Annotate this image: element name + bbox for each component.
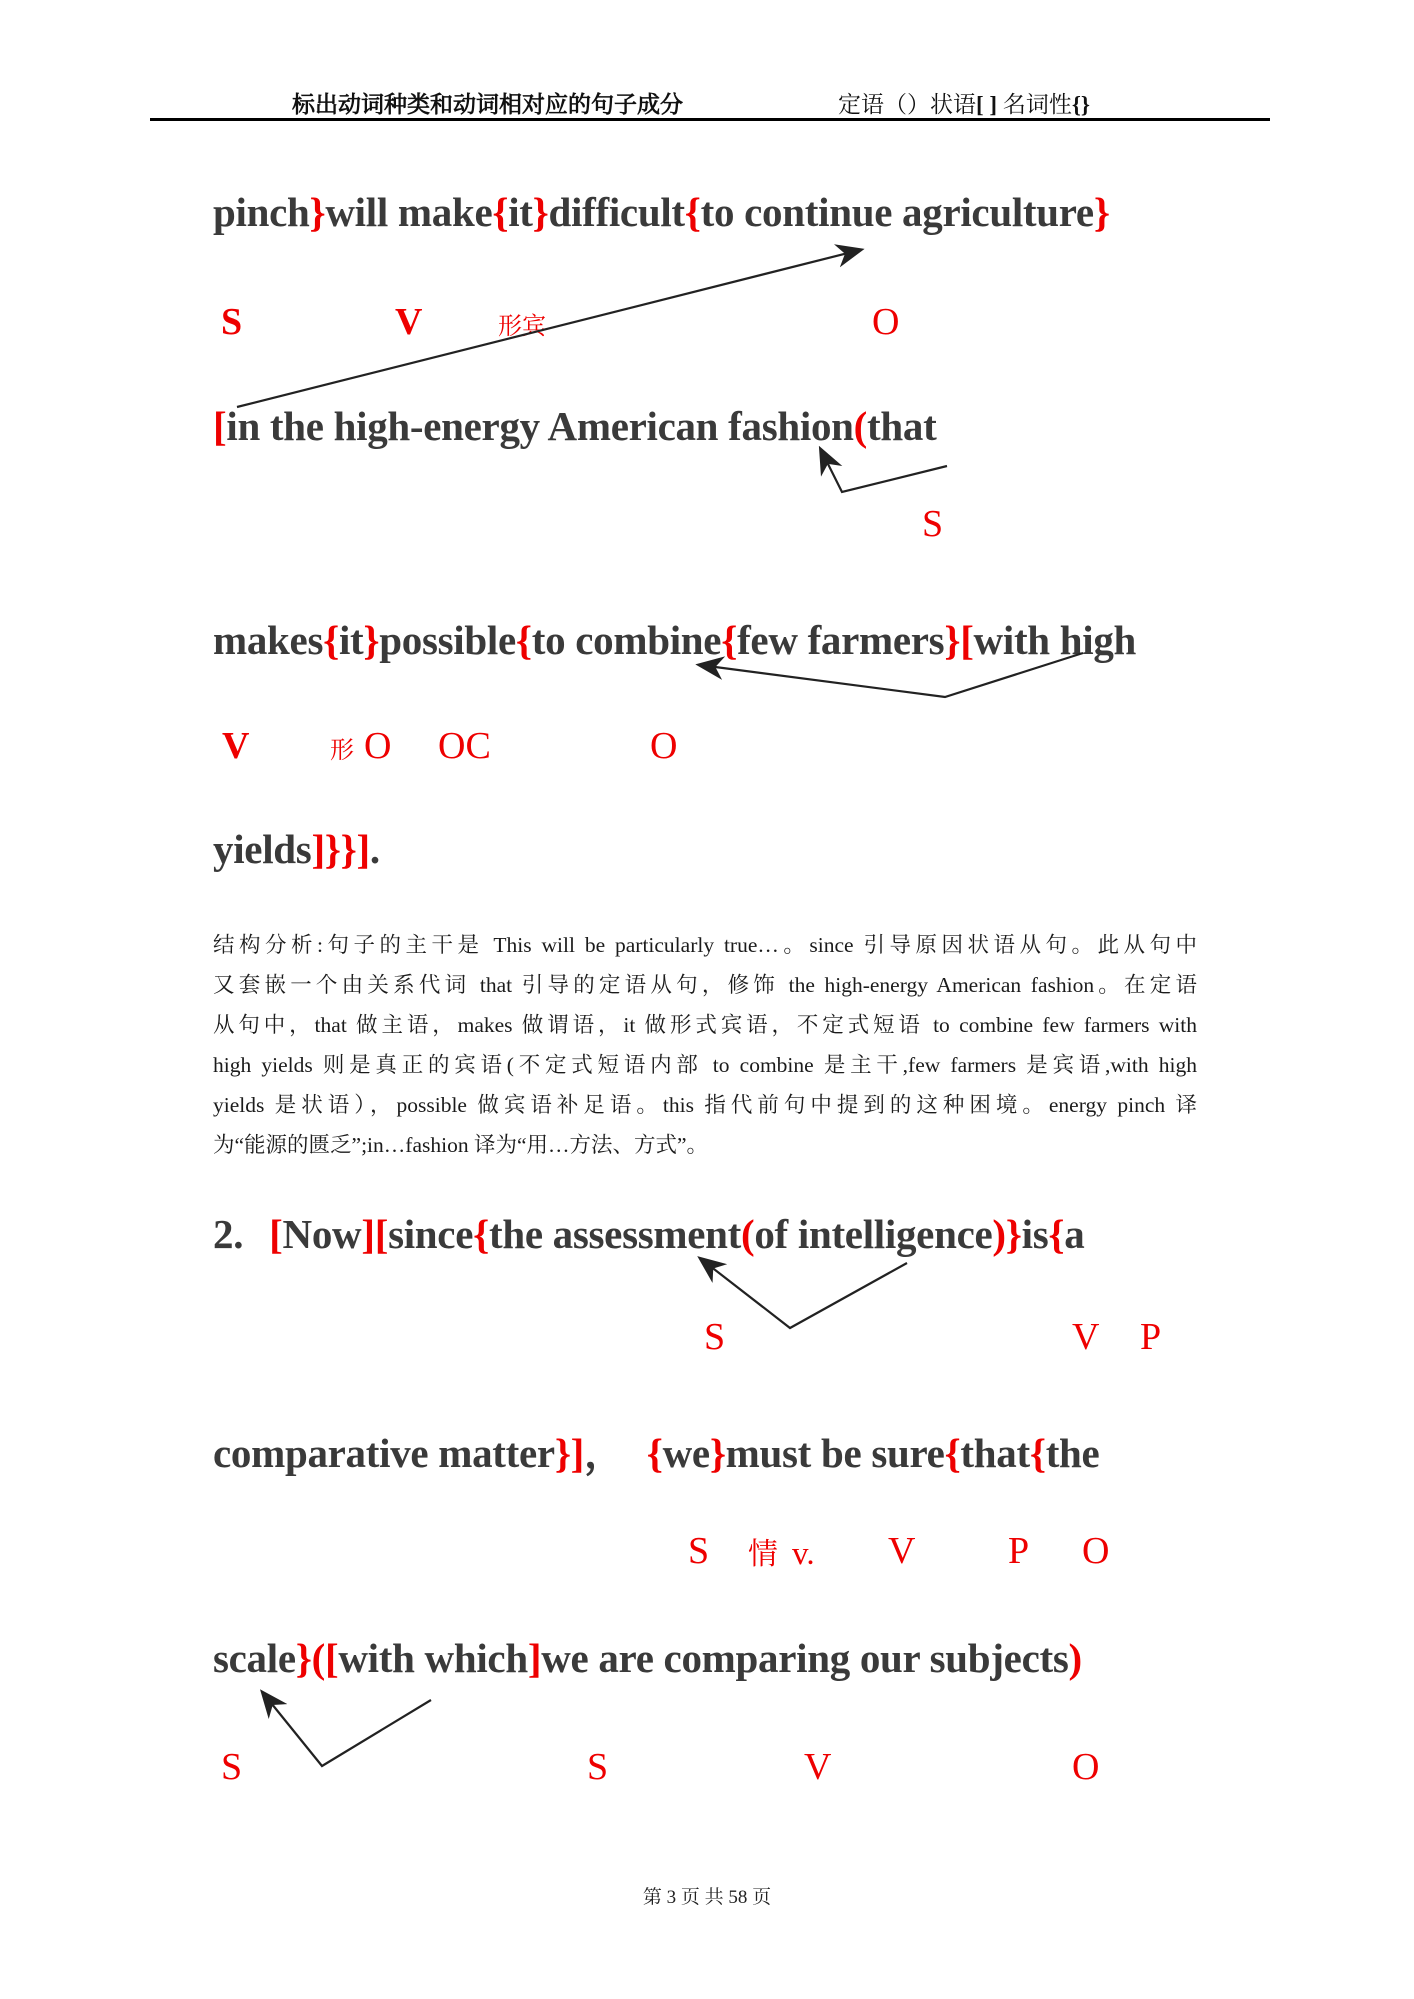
legend-text: 定语（）状语 [838,92,976,117]
analysis-line: 从句中，that 做主语，makes 做谓语，it 做形式宾语，不定式短语 to combine few farmers with [213,1013,1197,1037]
text-segment: possible [379,617,516,663]
brace: } [309,189,326,235]
text-segment: scale [213,1635,296,1681]
text-segment: we [662,1430,710,1476]
closing-brackets: }] [554,1430,585,1476]
brace: } [1093,189,1110,235]
brace: } [944,617,961,663]
label-subject: S [221,301,243,343]
text-segment: comparative matter [213,1430,555,1476]
sentence1-line3 [213,616,1136,664]
bracket: [ [269,1211,283,1257]
page-footer: 第 3 页 共 58 页 [642,1887,772,1908]
bracket: ][ [361,1211,389,1257]
label-verb: V [804,1746,832,1788]
text-segment: with high [973,617,1137,663]
label-object-complement: OC [438,725,491,767]
label-verb: V [888,1530,916,1572]
text-segment: we are comparing our subjects [541,1635,1069,1681]
paren: ( [741,1211,755,1257]
brace-paren-bracket: }([ [295,1635,339,1681]
period: . [369,826,380,872]
analysis-line: 又套嵌一个由关系代词 that 引导的定语从句，修饰 the high-energy American fashion。在定语 [213,973,1197,997]
brace: { [684,189,701,235]
brace: { [646,1430,663,1476]
label-modal-qing: 情 [748,1538,778,1571]
text-segment: with which [338,1635,528,1681]
sentence1-line4 [213,825,380,873]
text-segment: it [508,189,533,235]
brace: { [944,1430,961,1476]
sentence2-line3 [213,1634,1082,1682]
brace: { [1029,1430,1046,1476]
label-verb: V [222,725,250,767]
arrow-in-fashion-to-agriculture [237,250,860,407]
analysis-line: 为“能源的匮乏”;in…fashion 译为“用…方法、方式”。 [213,1133,709,1157]
header-left-title: 标出动词种类和动词相对应的句子成分 [292,92,683,117]
header-rule [150,118,1270,121]
label-modal-v: v. [792,1536,815,1572]
arrow-of-intelligence-to-assessment [701,1259,907,1328]
text-segment: the assessment [488,1211,741,1257]
brace: { [473,1211,489,1257]
brace: } [532,189,549,235]
label-subject-that: S [922,503,944,545]
label-xing: 形 [330,738,354,764]
text-segment: makes [213,617,324,663]
brace: { [492,189,509,235]
paren-brace: )} [992,1211,1022,1257]
text-segment: since [388,1211,474,1257]
text-segment: it [338,617,364,663]
label-verb: V [1072,1316,1100,1358]
label-subject: S [587,1746,609,1788]
legend-square-brackets: [ ] [976,92,998,117]
text-segment: that [867,403,937,449]
header-right-legend [838,86,1090,119]
item-number: 2. [213,1211,244,1257]
label-subject: S [221,1746,243,1788]
sentence2-line2 [213,1420,1099,1479]
text-segment: a [1064,1211,1085,1257]
bracket: ] [527,1635,542,1681]
text-segment: is [1021,1211,1049,1257]
legend-curly-brackets: {} [1071,92,1090,117]
paren: ) [1068,1635,1082,1681]
label-object: O [364,725,392,767]
text-segment: must be sure [725,1430,945,1476]
brace: } [709,1430,726,1476]
brace: { [515,617,532,663]
text-segment: Now [282,1211,362,1257]
text-segment: to combine [531,617,722,663]
arrow-that-to-fashion [821,450,947,492]
text-segment: that [960,1430,1030,1476]
brace: { [323,617,339,663]
label-object: O [1082,1530,1110,1572]
label-verb: V [395,301,423,343]
brace: { [721,617,738,663]
arrow-which-to-scale [263,1693,431,1766]
sentence1-line2 [213,402,936,450]
comma: ， [584,1430,625,1476]
label-object: O [1072,1746,1100,1788]
text-segment: to continue agriculture [700,189,1094,235]
bracket: [ [960,617,974,663]
bracket: [ [213,403,227,449]
text-segment: in the high-energy American fashion [226,403,854,449]
text-segment: of intelligence [754,1211,993,1257]
brace: } [363,617,380,663]
analysis-line: yields 是状语），possible 做宾语补足语。this 指代前句中提到的这种困境。energy pinch 译 [213,1093,1197,1117]
label-object: O [650,725,678,767]
text-segment: pinch [213,189,310,235]
brace: { [1048,1211,1065,1257]
text-segment: difficult [548,189,685,235]
label-xingbin: 形宾 [498,314,546,340]
analysis-line: high yields 则是真正的宾语(不定式短语内部 to combine 是主干,few farmers 是宾语,with high [213,1053,1197,1077]
sentence1-line1 [213,188,1110,236]
text-segment: few farmers [737,617,945,663]
text-segment: the [1045,1430,1100,1476]
label-predicative: P [1008,1530,1030,1572]
paren: ( [853,403,868,449]
sentence2-line1 [213,1210,1084,1258]
text-segment: yields [213,826,312,872]
analysis-line: 结构分析:句子的主干是 This will be particularly true…。since 引导原因状语从句。此从句中 [213,933,1197,957]
closing-brackets: ]}}] [311,826,370,872]
label-predicative: P [1140,1316,1162,1358]
label-subject: S [704,1316,726,1358]
label-subject: S [688,1530,710,1572]
text-segment: will make [325,189,493,235]
legend-text: 名词性 [997,92,1072,117]
label-object: O [872,301,900,343]
